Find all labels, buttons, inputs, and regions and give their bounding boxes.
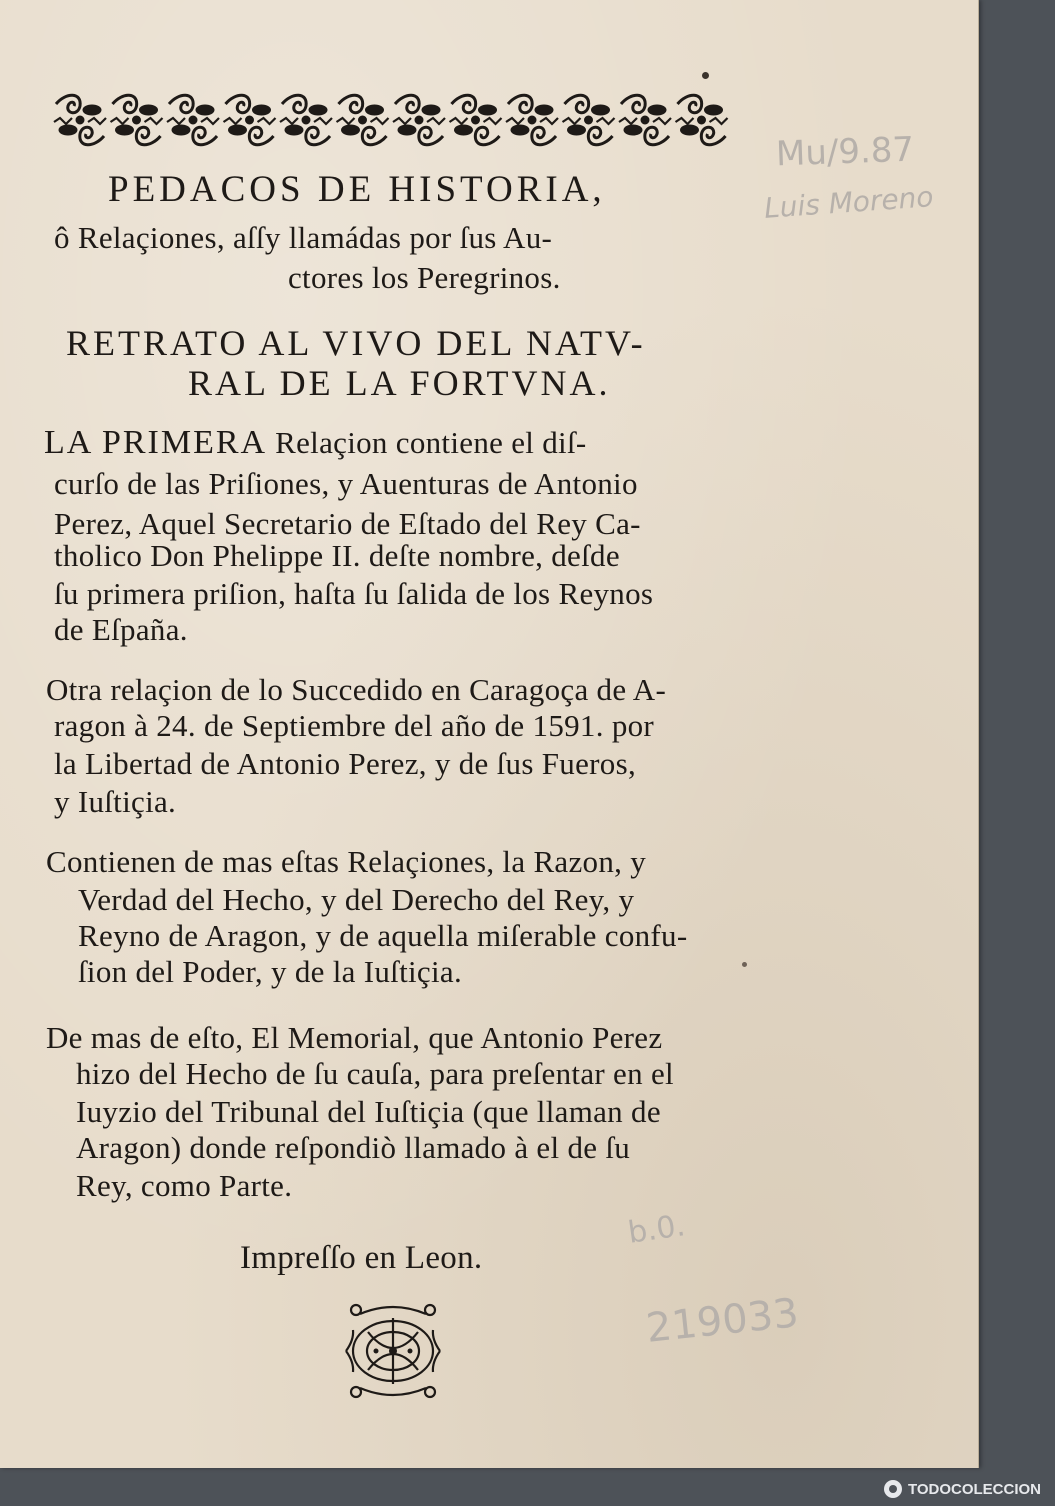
ink-spot xyxy=(702,72,709,79)
para3-line-4: ſion del Poder, y de la Iuſtiçia. xyxy=(78,954,463,989)
site-watermark xyxy=(884,1480,1041,1498)
para4-line-5: Rey, como Parte. xyxy=(76,1168,293,1203)
subtitle-line-2: RAL DE LA FORTVNA. xyxy=(188,363,611,403)
para4-line-2: hizo del Hecho de ſu cauſa, para preſentar en el xyxy=(76,1056,674,1091)
para2-line-2: ragon à 24. de Septiembre del año de 1591. por xyxy=(54,708,655,743)
para3-line-2: Verdad del Hecho, y del Derecho del Rey, y xyxy=(78,882,635,917)
ornament-unit xyxy=(280,95,332,145)
para1-line-2: curſo de las Priſiones, y Auenturas de Antonio xyxy=(54,466,638,501)
ornament-unit xyxy=(337,95,389,145)
ornament-band xyxy=(52,92,730,148)
ornament-unit xyxy=(224,95,276,145)
para1-lead: LA PRIMERA xyxy=(44,424,268,461)
para3-line-1: Contienen de mas eſtas Relaçiones, la Razon, y xyxy=(46,844,647,879)
title-line-2: ô Relaçiones, aſſy llamádas por ſus Au- xyxy=(54,220,553,255)
ornament-unit xyxy=(450,95,502,145)
para1-line-3: Perez, Aquel Secretario de Eſtado del Rey Ca- xyxy=(54,506,641,541)
ornament-unit xyxy=(111,95,163,145)
ornament-unit xyxy=(563,95,615,145)
para4-line-1: De mas de eſto, El Memorial, que Antonio Perez xyxy=(46,1020,663,1055)
para2-line-4: y Iuſtiçia. xyxy=(54,784,177,819)
ornament-unit xyxy=(619,95,671,145)
ornament-unit xyxy=(167,95,219,145)
para3-line-3: Reyno de Aragon, y de aquella miſerable confu- xyxy=(78,918,688,953)
para1-line-1 xyxy=(44,424,587,462)
para1-line-6: de Eſpaña. xyxy=(54,612,188,647)
ornament-unit xyxy=(506,95,558,145)
printers-device-emblem xyxy=(338,1302,448,1400)
para2-line-1: Otra relaçion de lo Succedido en Caragoça de A- xyxy=(46,672,667,707)
para4-line-3: Iuyzio del Tribunal del Iuſtiçia (que llaman de xyxy=(76,1094,661,1129)
subtitle-line-1: RETRATO AL VIVO DEL NATV- xyxy=(66,323,646,363)
title-line-1: PEDACOS DE HISTORIA, xyxy=(108,169,606,210)
para4-line-4: Aragon) donde reſpondiò llamado à el de ſu xyxy=(76,1130,631,1165)
pencil-annotation-number: 219033 xyxy=(644,1290,801,1352)
ornament-unit xyxy=(676,95,728,145)
pencil-annotation-price: b.0. xyxy=(625,1208,688,1251)
title-line-3: ctores los Peregrinos. xyxy=(288,260,561,295)
ornament-unit xyxy=(393,95,445,145)
para1-line-1-rest: Relaçion contiene el diſ- xyxy=(267,425,587,460)
pencil-annotation-name: Luis Moreno xyxy=(763,180,935,225)
ornament-unit xyxy=(54,95,106,145)
watermark-text: TODOCOLECCION xyxy=(907,1480,1041,1498)
imprint: Impreſſo en Leon. xyxy=(240,1240,483,1276)
watermark-logo-icon xyxy=(884,1480,902,1498)
para1-line-4: tholico Don Phelippe II. deſte nombre, deſde xyxy=(54,538,620,573)
para1-line-5: ſu primera priſion, haſta ſu ſalida de los Reynos xyxy=(54,576,654,611)
pencil-annotation-shelfmark: Mu/9.87 xyxy=(775,129,915,175)
ink-spot xyxy=(742,962,747,967)
para2-line-3: la Libertad de Antonio Perez, y de ſus Fueros, xyxy=(54,746,637,781)
